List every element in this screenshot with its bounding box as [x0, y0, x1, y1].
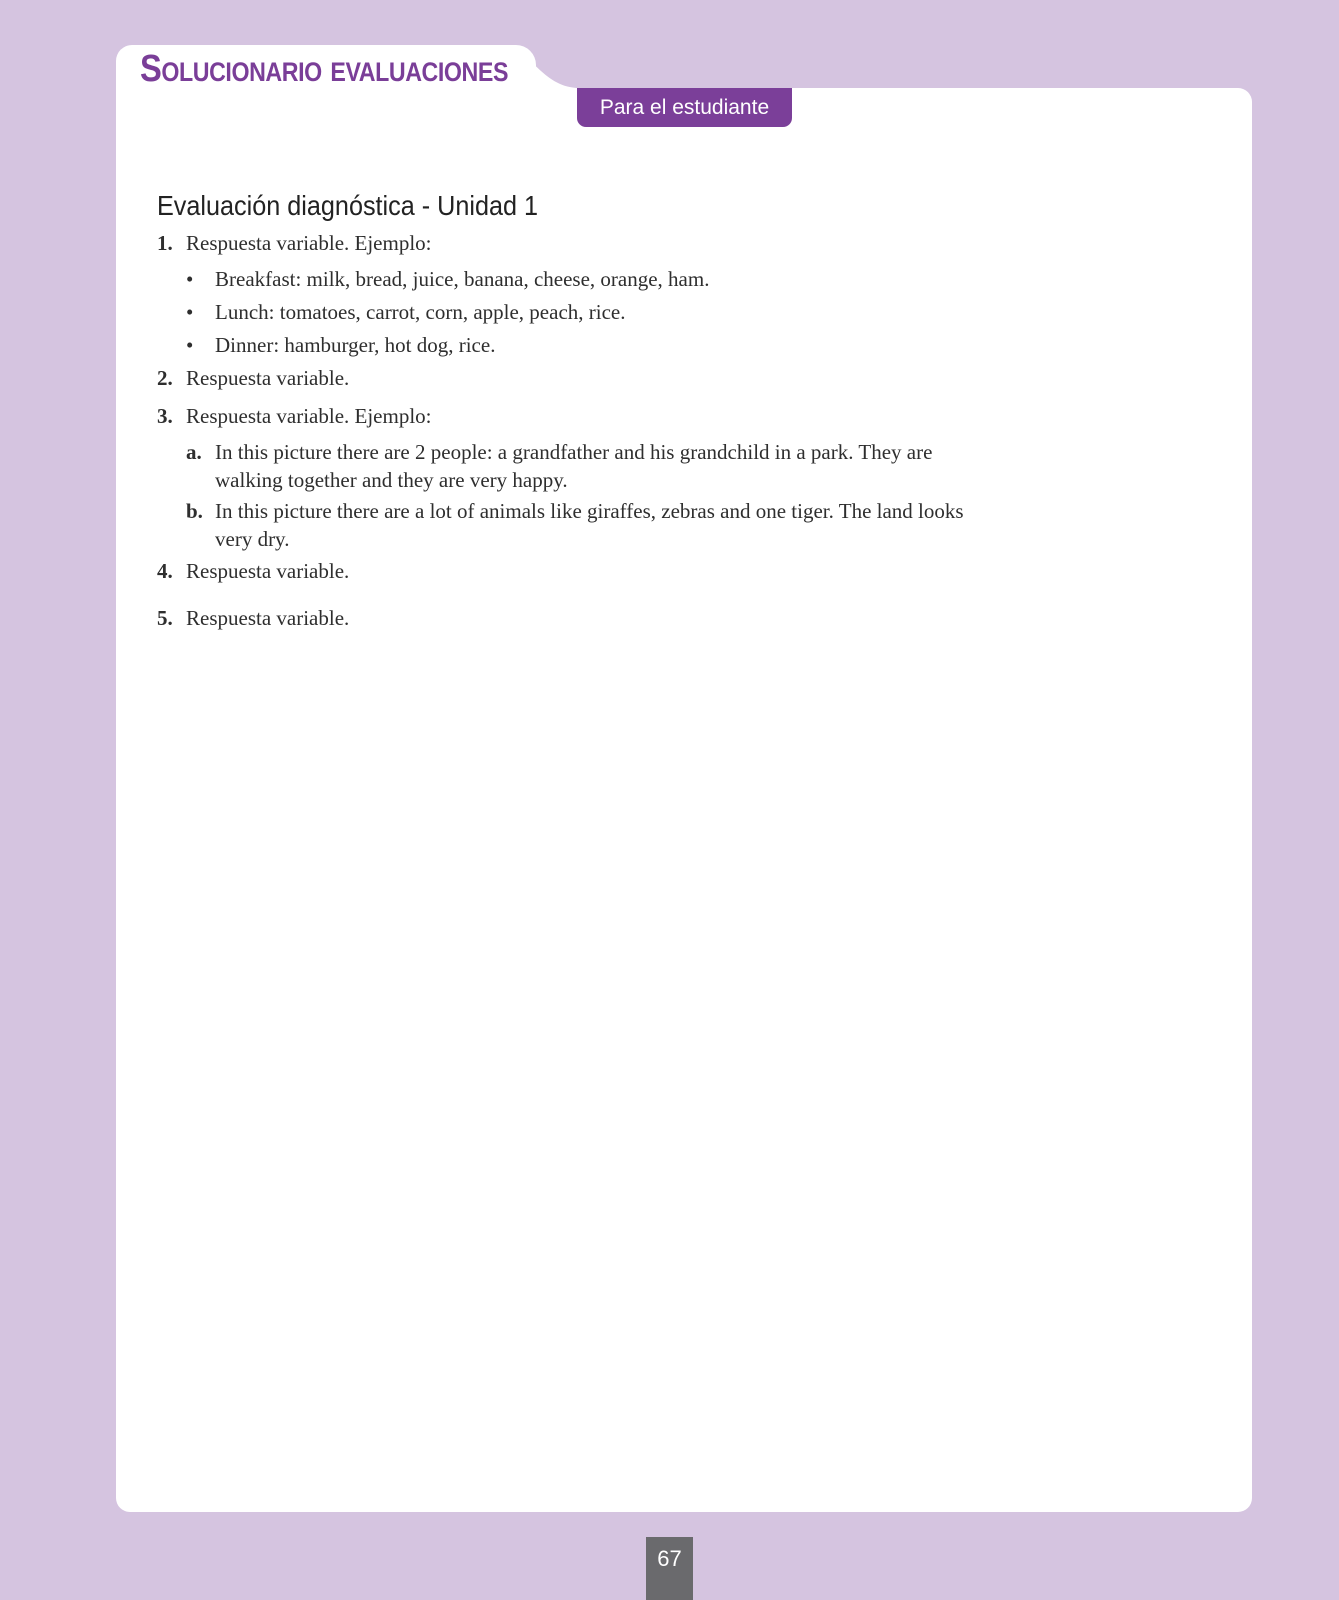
item-text: In this picture there are 2 people: a grandfather and his grandchild in a park. They are walking together and they are very happy. — [215, 440, 933, 492]
document-title: Solucionario evaluaciones — [140, 48, 509, 90]
example-lettered-list — [186, 438, 977, 553]
bullet-text: Breakfast: milk, bread, juice, banana, cheese, orange, ham. — [215, 267, 710, 291]
answer-text: Respuesta variable. — [186, 366, 350, 390]
header-tab-curve — [500, 45, 580, 95]
bullet-icon: • — [186, 267, 194, 291]
example-bullet-item — [186, 298, 977, 326]
answer-item-5 — [157, 604, 977, 632]
answer-item-1 — [157, 229, 977, 359]
example-bullet-item — [186, 265, 977, 293]
item-letter: a. — [186, 440, 202, 464]
answer-item-4 — [157, 557, 977, 585]
answer-number: 1. — [157, 231, 173, 255]
answer-number: 5. — [157, 606, 173, 630]
answer-item-3 — [157, 402, 977, 553]
example-lettered-item — [186, 438, 977, 494]
bullet-text: Dinner: hamburger, hot dog, rice. — [215, 333, 496, 357]
example-bullet-list — [186, 265, 977, 359]
item-text: In this picture there are a lot of animals like giraffes, zebras and one tiger. The land looks very dry. — [215, 499, 964, 551]
bullet-text: Lunch: tomatoes, carrot, corn, apple, peach, rice. — [215, 300, 626, 324]
answer-number: 2. — [157, 366, 173, 390]
answer-text: Respuesta variable. — [186, 606, 350, 630]
audience-badge: Para el estudiante — [577, 88, 792, 127]
answer-text: Respuesta variable. Ejemplo: — [186, 404, 432, 428]
page-number: 67 — [646, 1537, 693, 1600]
answer-section — [157, 190, 977, 632]
section-heading: Evaluación diagnóstica - Unidad 1 — [157, 190, 539, 221]
item-letter: b. — [186, 499, 203, 523]
answer-text: Respuesta variable. Ejemplo: — [186, 231, 432, 255]
example-lettered-item — [186, 497, 977, 553]
answer-number: 4. — [157, 559, 173, 583]
answer-list — [157, 229, 977, 632]
answer-text: Respuesta variable. — [186, 559, 350, 583]
bullet-icon: • — [186, 333, 194, 357]
example-bullet-item — [186, 331, 977, 359]
answer-number: 3. — [157, 404, 173, 428]
answer-item-2 — [157, 364, 977, 392]
bullet-icon: • — [186, 300, 194, 324]
